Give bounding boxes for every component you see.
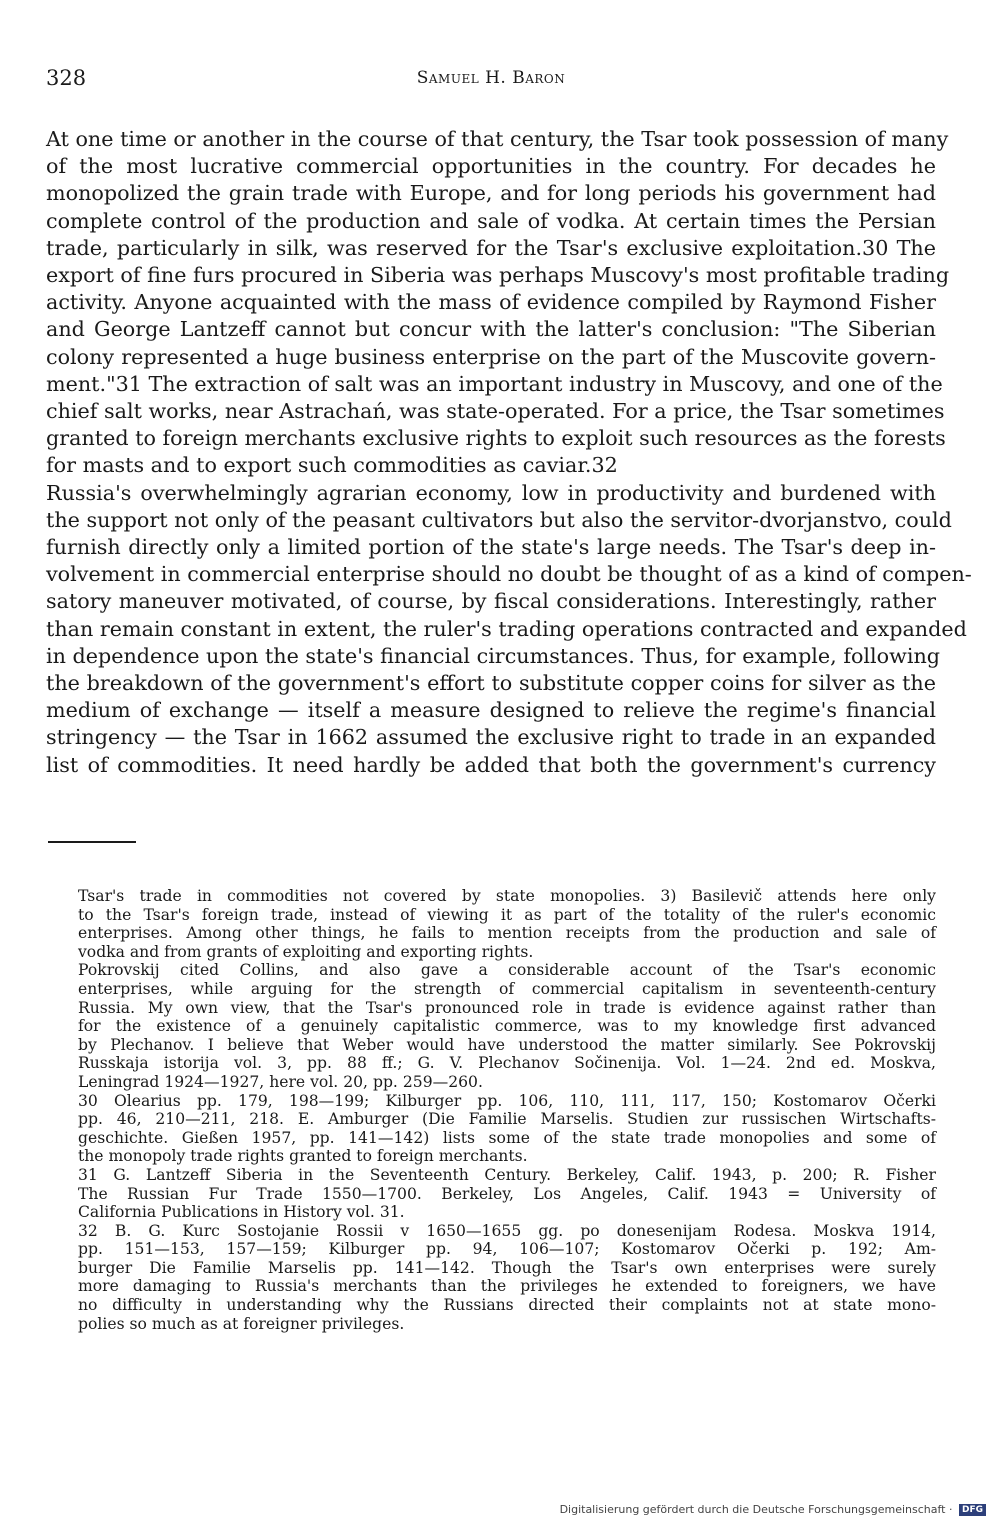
text-line: medium of exchange — itself a measure designed to relieve the regime's financial <box>46 698 936 723</box>
text-line: furnish directly only a limited portion of the state's large needs. The Tsar's deep in- <box>46 535 936 560</box>
footnote-separator <box>48 841 136 843</box>
footnote-line: for the existence of a genuinely capitalistic commerce, was to my knowledge first advanced <box>78 1017 936 1036</box>
footnote-line: Leningrad 1924—1927, here vol. 20, pp. 259—260. <box>78 1072 483 1091</box>
text-line: of the most lucrative commercial opportunities in the country. For decades he <box>46 154 936 179</box>
footnote-line: California Publications in History vol. 31. <box>78 1203 405 1222</box>
footnote-line: 30 Olearius pp. 179, 198—199; Kilburger pp. 106, 110, 111, 117, 150; Kostomarov Očerki <box>78 1091 936 1110</box>
footnote-line: vodka and from grants of exploiting and exporting rights. <box>78 942 534 961</box>
footnote-line: 31 G. Lantzeff Siberia in the Seventeenth Century. Berkeley, Calif. 1943, p. 200; R. Fisher <box>78 1165 936 1184</box>
footnote-line: The Russian Fur Trade 1550—1700. Berkeley, Los Angeles, Calif. 1943 = University of <box>78 1184 936 1203</box>
footnote-line: 32 B. G. Kurc Sostojanie Rossii v 1650—1655 gg. po donesenijam Rodesa. Moskva 1914, <box>78 1221 936 1240</box>
text-line: the breakdown of the government's effort to substitute copper coins for silver as the <box>46 671 936 696</box>
text-line: stringency — the Tsar in 1662 assumed the exclusive right to trade in an expanded <box>46 725 936 750</box>
footnote-continuation <box>78 961 936 1091</box>
text-line: and George Lantzeff cannot but concur with the latter's conclusion: "The Siberian <box>46 317 936 342</box>
text-line: activity. Anyone acquainted with the mass of evidence compiled by Raymond Fisher <box>46 290 936 315</box>
footnote-line: no difficulty in understanding why the Russians directed their complaints not at state mono- <box>78 1296 936 1315</box>
credit-text: Digitalisierung gefördert durch die Deutsche Forschungsgemeinschaft · <box>559 1503 953 1516</box>
text-line: chief salt works, near Astrachań, was state-operated. For a price, the Tsar sometimes <box>46 399 945 424</box>
footnote-line: by Plechanov. I believe that Weber would have understood the matter similarly. See Pokrovskij <box>78 1035 936 1054</box>
text-line: the support not only of the peasant cultivators but also the servitor-dvorjanstvo, could <box>46 507 952 532</box>
text-line: colony represented a huge business enterprise on the part of the Muscovite govern- <box>46 344 936 369</box>
footnote-31 <box>78 1166 936 1222</box>
digitization-credit <box>560 1503 986 1516</box>
footnote-line: more damaging to Russia's merchants than the privileges he extended to foreigners, we have <box>78 1277 936 1296</box>
footnote-line: to the Tsar's foreign trade, instead of viewing it as part of the totality of the ruler's economic <box>78 905 936 924</box>
text-line: for masts and to export such commodities as caviar.32 <box>46 453 618 478</box>
text-line: volvement in commercial enterprise should no doubt be thought of as a kind of compen- <box>46 562 972 587</box>
footnote-line: enterprises, while arguing for the strength of commercial capitalism in seventeenth-century <box>78 979 936 998</box>
dfg-logo: DFG <box>959 1504 986 1516</box>
footnote-line: pp. 151—153, 157—159; Kilburger pp. 94, 106—107; Kostomarov Očerki p. 192; Am- <box>78 1240 936 1259</box>
text-line: ment."31 The extraction of salt was an important industry in Muscovy, and one of the <box>46 371 943 396</box>
footnote-line: Russia. My own view, that the Tsar's pronounced role in trade is evidence against rather than <box>78 998 936 1017</box>
body-paragraph <box>46 126 950 480</box>
page-number: 328 <box>46 66 87 90</box>
footnote-line: Tsar's trade in commodities not covered by state monopolies. 3) Basilevič attends here only <box>78 887 936 905</box>
text-line: list of commodities. It need hardly be added that both the government's currency <box>46 752 936 777</box>
running-head <box>46 66 936 96</box>
body-paragraph <box>46 480 972 779</box>
footnote-line: geschichte. Gießen 1957, pp. 141—142) lists some of the state trade monopolies and some of <box>78 1128 936 1147</box>
text-line: complete control of the production and sale of vodka. At certain times the Persian <box>46 208 936 233</box>
text-line: satory maneuver motivated, of course, by fiscal considerations. Interestingly, rather <box>46 589 936 614</box>
text-line: Russia's overwhelmingly agrarian economy, low in productivity and burdened with <box>46 480 936 505</box>
footnotes <box>78 887 936 1333</box>
footnote-32 <box>78 1222 936 1334</box>
footnote-line: burger Die Familie Marselis pp. 141—142. Though the Tsar's own enterprises were surely <box>78 1258 936 1277</box>
text-line: monopolized the grain trade with Europe, and for long periods his government had <box>46 181 936 206</box>
body-text <box>46 126 972 779</box>
running-title: Samuel H. Baron <box>416 68 566 88</box>
footnote-line: enterprises. Among other things, he fails to mention receipts from the production and sale of <box>78 924 936 943</box>
text-line: than remain constant in extent, the ruler's trading operations contracted and expanded <box>46 616 967 641</box>
footnote-30 <box>78 1092 936 1166</box>
text-line: in dependence upon the state's financial circumstances. Thus, for example, following <box>46 643 941 668</box>
footnote-line: Russkaja istorija vol. 3, pp. 88 ff.; G. V. Plechanov Sočinenija. Vol. 1—24. 2nd ed. Moskva, <box>78 1054 936 1073</box>
text-line: export of fine furs procured in Siberia was perhaps Muscovy's most profitable trading <box>46 263 950 288</box>
footnote-line: polies so much as at foreigner privileges. <box>78 1314 405 1333</box>
footnote-continuation <box>78 887 936 961</box>
footnote-line: the monopoly trade rights granted to foreign merchants. <box>78 1147 528 1166</box>
footnote-line: Pokrovskij cited Collins, and also gave a considerable account of the Tsar's economic <box>78 961 936 980</box>
footnote-line: pp. 46, 210—211, 218. E. Amburger (Die Familie Marselis. Studien zur russischen Wirtschafts- <box>78 1110 936 1129</box>
text-line: At one time or another in the course of that century, the Tsar took possession of many <box>46 127 949 151</box>
text-line: granted to foreign merchants exclusive rights to exploit such resources as the forests <box>46 426 946 451</box>
text-line: trade, particularly in silk, was reserved for the Tsar's exclusive exploitation.30 The <box>46 235 936 260</box>
